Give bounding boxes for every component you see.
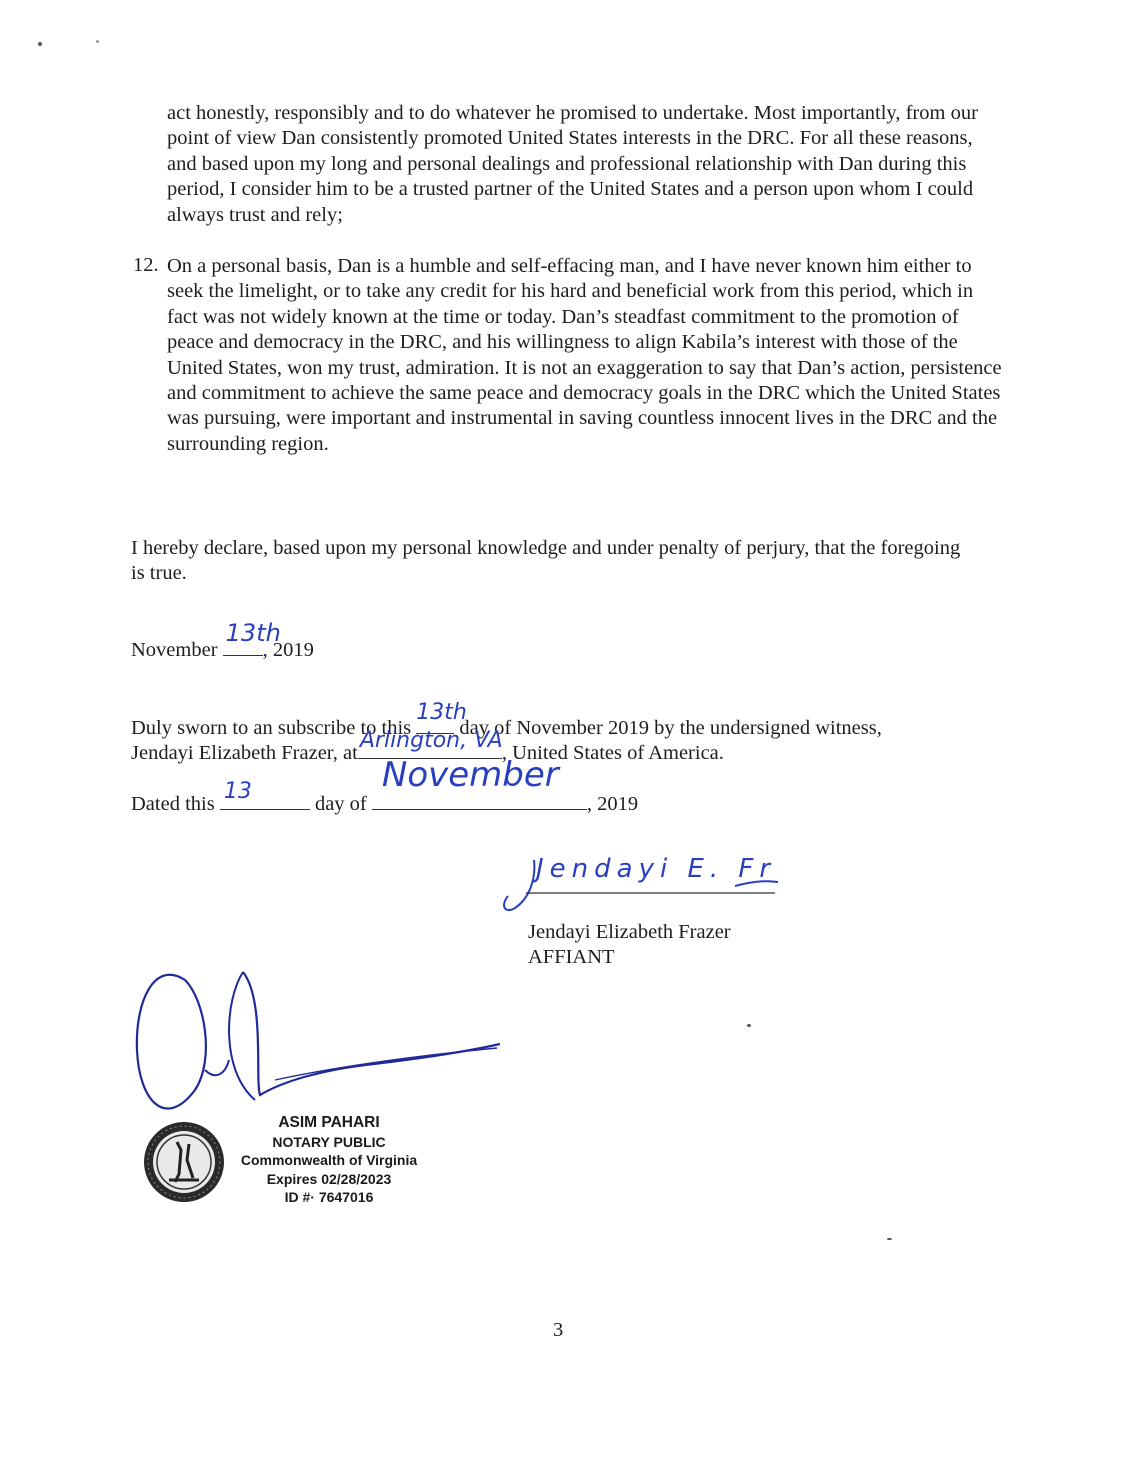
handwritten-place: Arlington, VA <box>359 728 503 753</box>
scan-speck <box>96 40 99 43</box>
affiant-signature-area <box>500 848 790 918</box>
page-number: 3 <box>553 1319 564 1341</box>
paragraph-number: 12. <box>133 254 159 276</box>
handwritten-dated-day: 13 <box>223 779 252 804</box>
notary-id: ID #· 7647016 <box>284 1189 374 1205</box>
notary-seal <box>141 1120 227 1204</box>
dated-month-blank <box>372 755 587 810</box>
notary-jurisdiction: Commonwealth of Virginia <box>240 1152 418 1168</box>
date-line <box>131 619 314 663</box>
notary-title: NOTARY PUBLIC <box>272 1133 386 1150</box>
notary-signature <box>125 960 525 1130</box>
handwritten-dated-month: November <box>381 755 559 795</box>
date-day-blank <box>223 619 281 656</box>
dated-year: , 2019 <box>586 793 639 815</box>
notary-expires: Expires 02/28/2023 <box>266 1170 392 1187</box>
dated-label: Dated this <box>131 793 215 815</box>
sworn-part-3: Jendayi Elizabeth Frazer, at <box>131 742 358 764</box>
paragraph-12: On a personal basis, Dan is a humble and self-effacing man, and I have never known him either to seek the limelight, or to take any credit for his hard and beneficial work from this period, which in fact was not widely known at the time or today. Dan’s steadfast commitment to the promotion of peace and democracy in the DRC, and his willingness to align Kabila’s interest with those of the United States, won my trust, admiration. It is not an exaggeration to say that Dan’s action, persistence and commitment to achieve the same peace and democracy goals in the DRC which the United States was pursuing, were important and instrumental in saving countless innocent lives in the DRC and the surrounding region. <box>167 255 1002 455</box>
notary-name: ASIM PAHARI <box>278 1114 380 1131</box>
sworn-part-4: , United States of America. <box>501 742 724 764</box>
affiant-signature: Jendayi E. Fr <box>536 854 777 884</box>
notary-block <box>225 1114 433 1207</box>
sworn-line-1 <box>131 700 882 741</box>
sworn-part-1: Duly sworn to an subscribe to this <box>131 717 412 739</box>
dated-day-blank <box>220 779 310 810</box>
handwritten-date-day: 13th <box>225 619 281 647</box>
handwritten-sworn-day: 13th <box>416 700 467 725</box>
dated-line <box>131 755 639 817</box>
affiant-name: Jendayi Elizabeth Frazer <box>528 921 731 943</box>
paragraph-11-continued: act honestly, responsibly and to do whatever he promised to undertake. Most importantly, from our point of view Dan consistently promoted United States interests in the DRC. For all these reasons, and based upon my long and personal dealings and professional relationship with Dan during this period, I consider him to be a trusted partner of the United States and a person upon whom I could always trust and rely; <box>167 102 978 226</box>
scan-speck <box>887 1238 892 1240</box>
declaration-text: I hereby declare, based upon my personal knowledge and under penalty of perjury, that the foregoing is true. <box>131 537 961 585</box>
affiant-title: AFFIANT <box>528 946 615 968</box>
date-month: November <box>131 639 218 661</box>
scan-speck <box>38 42 42 46</box>
sworn-part-2: day of November 2019 by the undersigned witness, <box>459 717 882 739</box>
date-year: , 2019 <box>262 639 314 661</box>
dated-day-of: day of <box>314 793 367 815</box>
virginia-seal-icon <box>141 1120 227 1204</box>
scan-speck <box>747 1024 751 1027</box>
